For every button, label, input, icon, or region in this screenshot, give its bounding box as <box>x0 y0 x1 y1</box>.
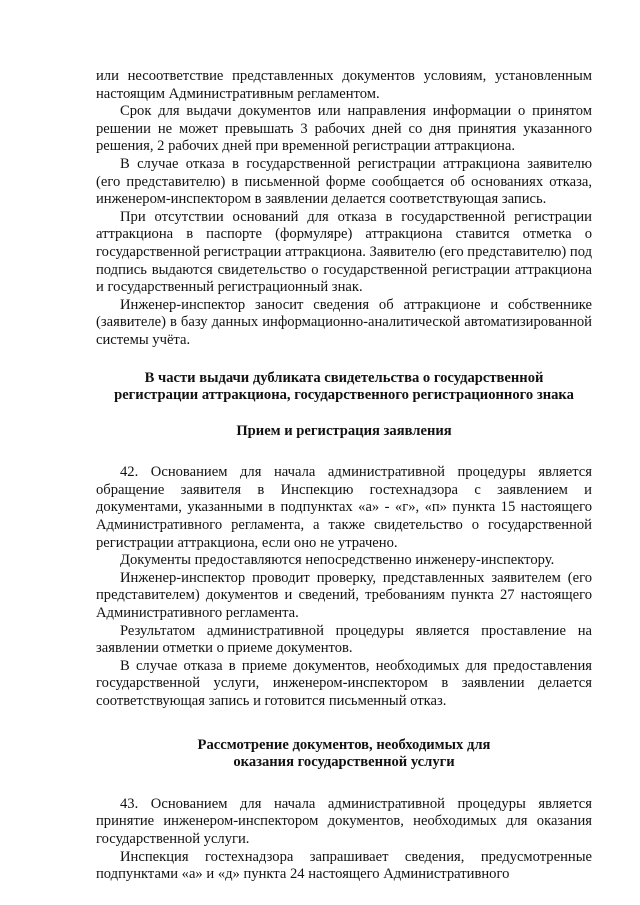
section-heading <box>96 370 592 405</box>
subheading-document-review-line-2: оказания государственной услуги <box>233 754 455 771</box>
paragraph-intro-continuation: или несоответствие представленных документов условиям, установленным настоящим Административным регламентом. <box>96 68 592 102</box>
paragraph-42-inspection: Инженер-инспектор проводит проверку, представленных заявителем (его представителем) документов и сведений, требованиям пункта 27 настоящего Административного регламента. <box>96 569 592 622</box>
section-heading-line-2: регистрации аттракциона, государственного регистрационного знака <box>114 387 574 404</box>
paragraph-database-entry: Инженер-инспектор заносит сведения об аттракционе и собственнике (заявителе) в базу данных информационно-аналитической автоматизированной системы учёта. <box>96 296 592 348</box>
paragraph-42-basis: 42. Основанием для начала административной процедуры является обращение заявителя в Инспекцию гостехнадзора с заявлением и документами, указанными в подпунктах «а» - «г», «п» пункта 15 настоящего Административного регламента, а также свидетельство о государственной регистрации аттракциона, если оно не утрачено. <box>96 464 592 551</box>
paragraph-42-refusal: В случае отказа в приеме документов, необходимых для предоставления государственной услуги, инженером-инспектором в заявлении делается соответствующая запись и готовится письменный отказ. <box>96 657 592 709</box>
subheading-document-review <box>96 737 592 772</box>
paragraph-42-result: Результатом административной процедуры является проставление на заявлении отметки о приеме документов. <box>96 622 592 657</box>
subheading-document-review-line-1: Рассмотрение документов, необходимых для <box>197 736 491 753</box>
paragraph-43-request: Инспекция гостехнадзора запрашивает сведения, предусмотренные подпунктами «а» и «д» пункта 24 настоящего Административного <box>96 848 592 883</box>
document-body <box>96 68 592 884</box>
paragraph-refusal: В случае отказа в государственной регистрации аттракциона заявителю (его представителю) в письменной форме сообщается об основаниях отказа, инженером-инспектором в заявлении делается соответствующая запись. <box>96 155 592 208</box>
paragraph-registration-mark: При отсутствии оснований для отказа в государственной регистрации аттракциона в паспорте (формуляре) аттракциона ставится отметка о государственной регистрации аттракциона. Заявителю (его представителю) под подпись выдаются свидетельство о государственной регистрации аттракциона и государственный регистрационный знак. <box>96 208 592 296</box>
paragraph-42-documents-provided: Документы предоставляются непосредственно инженеру-инспектору. <box>120 552 555 569</box>
section-heading-line-1: В части выдачи дубликата свидетельства о государственной <box>144 369 544 386</box>
subheading-application-intake: Прием и регистрация заявления <box>236 422 452 439</box>
paragraph-43-basis: 43. Основанием для начала административной процедуры является принятие инженером-инспектором документов, необходимых для оказания государственной услуги. <box>96 795 592 847</box>
paragraph-deadline: Срок для выдачи документов или направления информации о принятом решении не может превышать 3 рабочих дней со дня принятия указанного решения, 2 рабочих дней при временной регистрации аттракциона. <box>96 103 592 155</box>
